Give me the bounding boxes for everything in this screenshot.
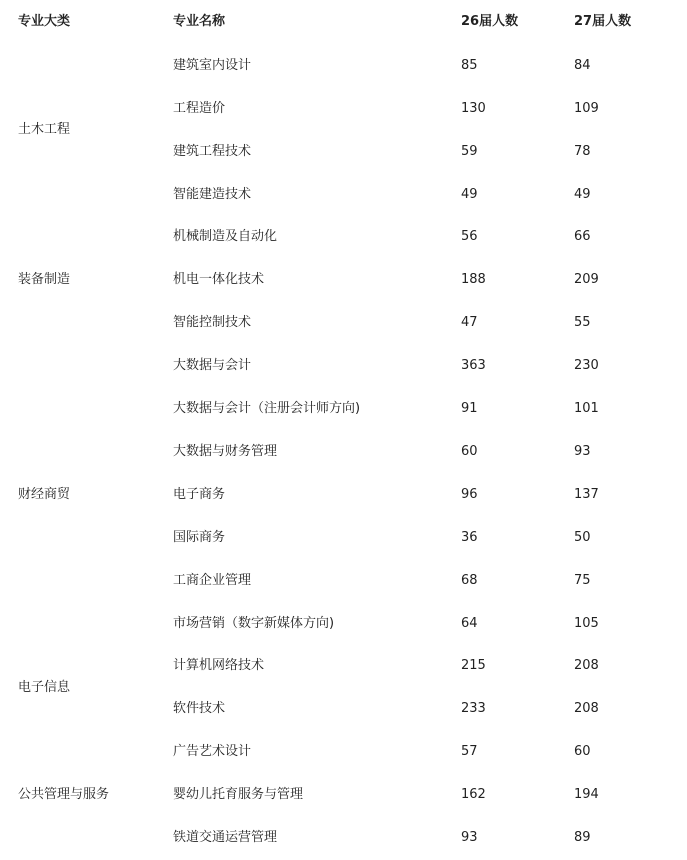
table-row: [0, 431, 687, 474]
major-name: 电子商务: [173, 487, 226, 502]
count-27: 66: [574, 229, 591, 244]
major-name: 建筑室内设计: [173, 58, 252, 73]
count-27: 89: [574, 830, 591, 845]
count-26: 188: [461, 272, 486, 287]
table-row: [0, 731, 687, 774]
header-count-26: 26届人数: [461, 14, 519, 29]
major-name: 婴幼儿托育服务与管理: [173, 787, 304, 802]
major-name: 市场营销（数字新媒体方向): [173, 616, 335, 631]
count-27: 194: [574, 787, 599, 802]
major-name: 大数据与会计（注册会计师方向): [173, 401, 361, 416]
count-26: 57: [461, 744, 478, 759]
count-26: 56: [461, 229, 478, 244]
count-26: 60: [461, 444, 478, 459]
table-row: [0, 88, 687, 131]
major-name: 软件技术: [173, 701, 226, 716]
count-26: 68: [461, 573, 478, 588]
count-26: 215: [461, 658, 486, 673]
count-27: 84: [574, 58, 591, 73]
table-row: [0, 216, 687, 259]
major-name: 大数据与会计: [173, 358, 252, 373]
table-row: [0, 817, 687, 860]
table-row: [0, 302, 687, 345]
major-name: 计算机网络技术: [173, 658, 265, 673]
count-27: 105: [574, 616, 599, 631]
count-26: 49: [461, 187, 478, 202]
major-name: 建筑工程技术: [173, 144, 252, 159]
count-27: 60: [574, 744, 591, 759]
count-26: 64: [461, 616, 478, 631]
header-major: 专业名称: [173, 14, 226, 29]
count-26: 91: [461, 401, 478, 416]
table-header: [0, 0, 687, 44]
count-27: 208: [574, 658, 599, 673]
count-27: 137: [574, 487, 599, 502]
table-row: [0, 174, 687, 217]
table-row: [0, 474, 687, 517]
table-row: [0, 131, 687, 174]
major-name: 机电一体化技术: [173, 272, 265, 287]
category-public-management: 公共管理与服务: [18, 787, 110, 802]
header-count-27: 27届人数: [574, 14, 632, 29]
major-name: 大数据与财务管理: [173, 444, 278, 459]
table-row: [0, 259, 687, 302]
table-row: [0, 345, 687, 388]
table-row: [0, 774, 687, 817]
count-26: 36: [461, 530, 478, 545]
count-27: 208: [574, 701, 599, 716]
count-26: 233: [461, 701, 486, 716]
category-electronic-information: 电子信息: [18, 680, 71, 695]
count-27: 55: [574, 315, 591, 330]
count-27: 230: [574, 358, 599, 373]
category-equipment-manufacturing: 装备制造: [18, 272, 71, 287]
count-27: 78: [574, 144, 591, 159]
major-name: 智能控制技术: [173, 315, 252, 330]
count-27: 50: [574, 530, 591, 545]
count-27: 101: [574, 401, 599, 416]
count-27: 49: [574, 187, 591, 202]
major-name: 工商企业管理: [173, 573, 252, 588]
table-row: [0, 560, 687, 603]
count-26: 85: [461, 58, 478, 73]
major-name: 工程造价: [173, 101, 226, 116]
table-row: [0, 388, 687, 431]
major-name: 智能建造技术: [173, 187, 252, 202]
table-row: [0, 645, 687, 688]
count-26: 93: [461, 830, 478, 845]
major-name: 国际商务: [173, 530, 226, 545]
count-26: 59: [461, 144, 478, 159]
count-26: 162: [461, 787, 486, 802]
count-26: 96: [461, 487, 478, 502]
table-row: [0, 603, 687, 646]
header-category: 专业大类: [18, 14, 71, 29]
count-27: 75: [574, 573, 591, 588]
major-name: 铁道交通运营管理: [173, 830, 278, 845]
table-row: [0, 517, 687, 560]
category-finance-commerce: 财经商贸: [18, 487, 71, 502]
category-civil-engineering: 土木工程: [18, 122, 71, 137]
count-26: 130: [461, 101, 486, 116]
major-name: 机械制造及自动化: [173, 229, 278, 244]
major-name: 广告艺术设计: [173, 744, 252, 759]
count-26: 363: [461, 358, 486, 373]
count-27: 93: [574, 444, 591, 459]
count-27: 109: [574, 101, 599, 116]
count-27: 209: [574, 272, 599, 287]
count-26: 47: [461, 315, 478, 330]
table-row: [0, 688, 687, 731]
table-row: [0, 45, 687, 88]
